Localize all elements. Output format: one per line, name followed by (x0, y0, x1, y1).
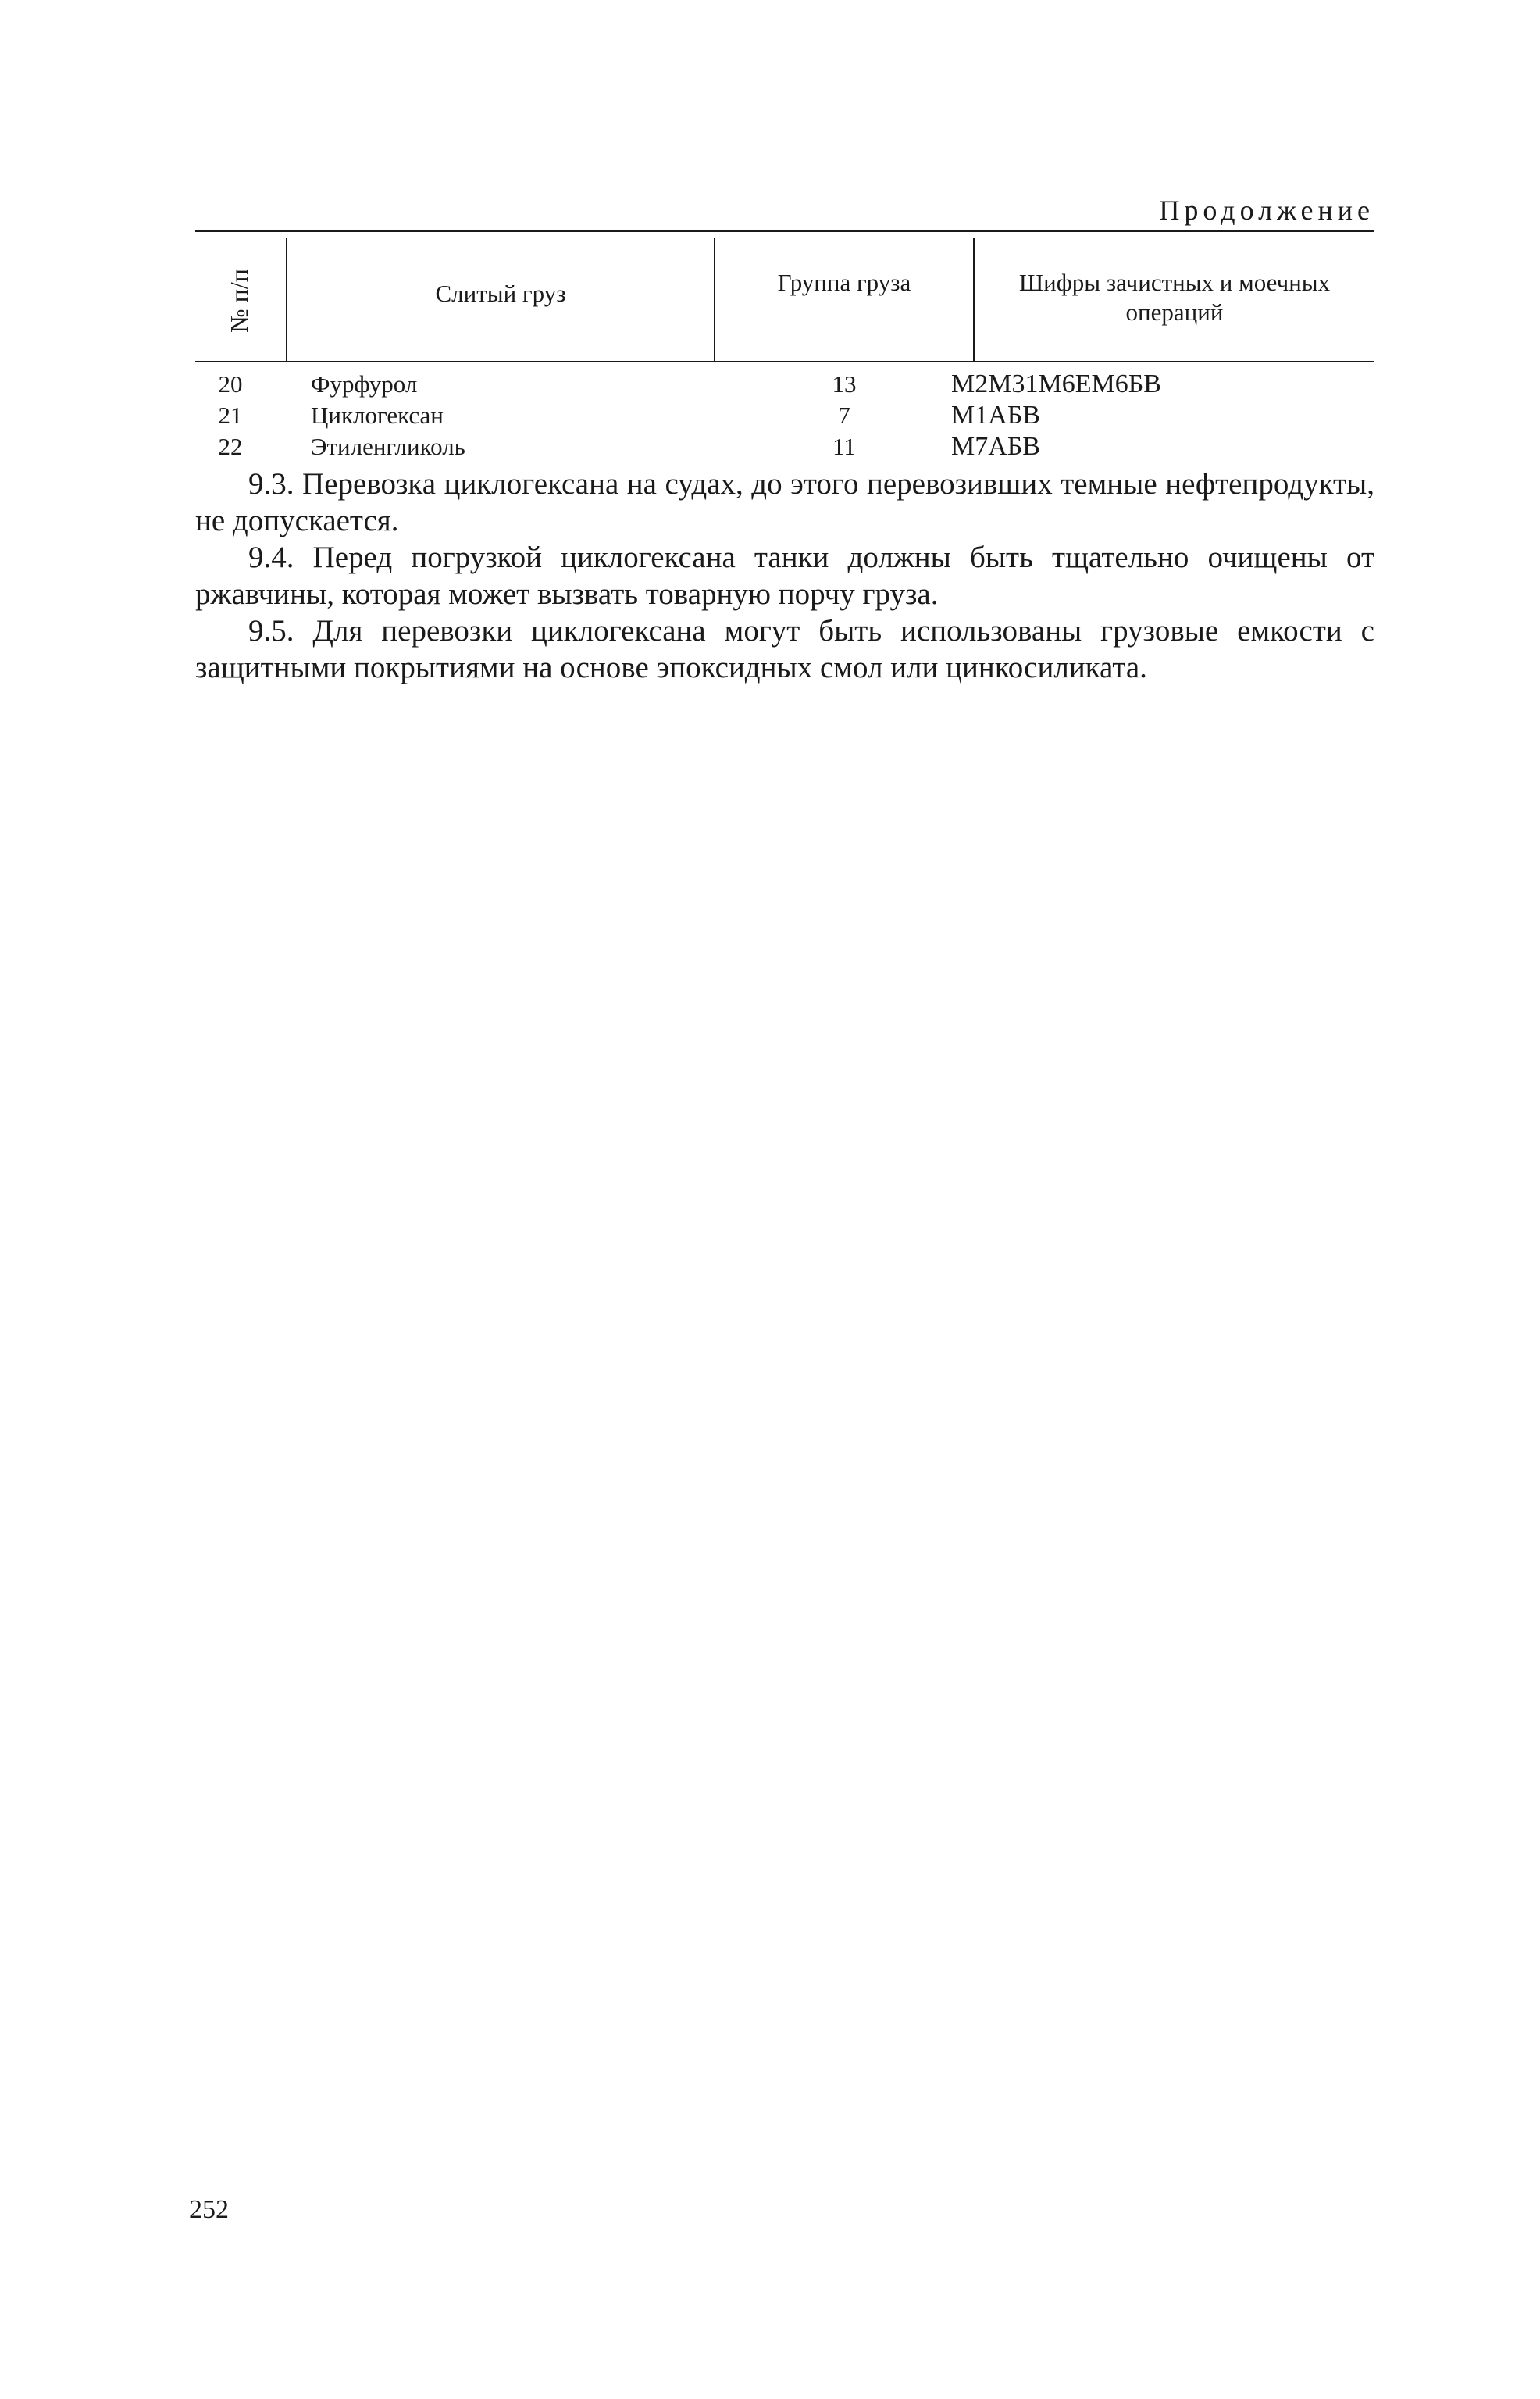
header-codes: Шифры зачистных и моечных операций (1018, 269, 1331, 326)
table-row (195, 431, 1374, 462)
row-cargo: Циклогексан (311, 402, 444, 429)
row-codes: М1АБВ (951, 401, 1040, 430)
continuation-label: Продолжение (1159, 195, 1374, 226)
paragraph-9-5: 9.5. Для перевозки циклогексана могут быть использованы грузовые емкости с защитными покрытиями на основе эпоксидных смол или цинкосиликата. (195, 614, 1374, 684)
paragraph-9-4: 9.4. Перед погрузкой циклогексана танки должны быть тщательно очищены от ржавчины, которая может вызвать товарную порчу груза. (195, 541, 1374, 611)
row-cargo: Фурфурол (311, 370, 418, 398)
row-number: 22 (218, 433, 243, 460)
table-top-rule (195, 230, 1374, 232)
column-divider (714, 238, 715, 361)
row-codes: М2М31М6ЕМ6БВ (951, 369, 1161, 398)
header-cargo: Слитый груз (435, 280, 566, 307)
paragraph-9-3: 9.3. Перевозка циклогексана на судах, до этого перевозивших темные нефтепродукты, не допускается. (195, 467, 1374, 537)
header-number (216, 254, 262, 348)
header-number-text: № п/п (225, 269, 254, 333)
row-group: 13 (832, 370, 857, 398)
row-group: 11 (832, 433, 856, 460)
row-group: 7 (838, 402, 850, 429)
row-number: 20 (218, 370, 243, 398)
row-codes: М7АБВ (951, 432, 1040, 461)
page-number: 252 (189, 2195, 229, 2224)
header-group: Группа груза (777, 269, 911, 296)
row-cargo: Этиленгликоль (311, 433, 465, 460)
table-row (195, 400, 1374, 431)
table-header-rule (195, 361, 1374, 362)
table-row (195, 369, 1374, 400)
row-number: 21 (218, 402, 243, 429)
